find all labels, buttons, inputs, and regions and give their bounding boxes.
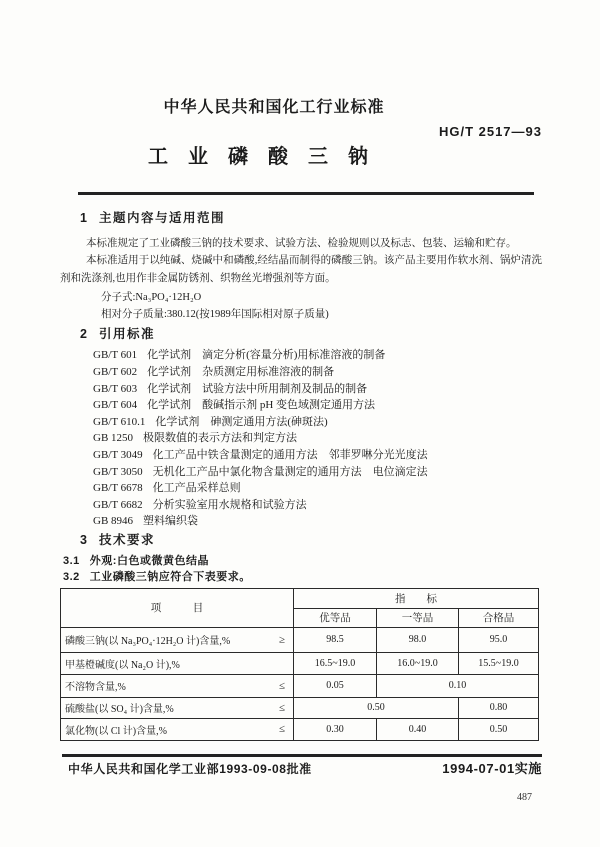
referenced-standards-list <box>93 347 542 530</box>
standard-item <box>93 513 542 530</box>
standard-item <box>93 414 542 431</box>
section-number: 1 <box>80 210 87 225</box>
standard-item-code: GB/T 3049 <box>93 448 143 461</box>
molar-mass: 相对分子质量:380.12(按1989年国际相对原子质量) <box>101 309 329 321</box>
standard-item-code: GB 8946 <box>93 515 134 528</box>
standard-org-name: 中华人民共和国化工行业标准 <box>163 99 385 116</box>
scope-paragraph-2: 本标准适用于以纯碱、烧碱中和磷酸,经结晶而制得的磷酸三钠。该产品主要用作软水剂、锅炉清洗剂和洗涤剂,也用作非金属防锈剂、织物丝光增强剂等方面。 <box>60 255 542 284</box>
section-title: 技术要求 <box>98 532 155 547</box>
value-cell: 15.5~19.0 <box>459 652 539 674</box>
footer <box>60 761 542 777</box>
standard-code: HG/T 2517—93 <box>438 124 542 139</box>
value-cell: 16.0~19.0 <box>377 652 459 674</box>
value-cell: 0.30 <box>294 718 377 740</box>
molecular-formula: 分子式:Na₃PO₄·12H₂O <box>101 291 202 303</box>
standard-item-code: GB/T 3050 <box>93 465 143 478</box>
standard-item <box>93 447 542 464</box>
doc-title: 工业磷酸三钠 <box>148 146 388 168</box>
value-cell: 0.05 <box>294 674 377 697</box>
item-label: 磷酸三钠(以 Na₃PO₄·12H₂O 计)含量,% <box>65 636 231 648</box>
standard-item-code: GB/T 601 <box>93 349 138 362</box>
clause-number: 3.1 <box>63 554 80 567</box>
standard-item <box>93 480 542 497</box>
section-scope-heading <box>80 211 542 225</box>
standard-item-name: 化学试剂 试验方法中所用制剂及制品的制备 <box>147 382 368 395</box>
clause-3-2 <box>63 569 542 586</box>
table-row <box>61 697 539 718</box>
spec-table <box>60 588 539 741</box>
standard-item-name: 化学试剂 酸碱指示剂 pH 变色域测定通用方法 <box>147 399 376 412</box>
item-column-header: 项 目 <box>61 588 294 627</box>
standard-item-code: GB/T 6678 <box>93 482 143 495</box>
standard-item <box>93 347 542 364</box>
standard-item-name: 无机化工产品中氯化物含量测定的通用方法 电位滴定法 <box>152 465 428 478</box>
standard-item <box>93 397 542 414</box>
less-equal-symbol: ≤ <box>278 679 285 692</box>
index-column-header: 指 标 <box>294 588 539 608</box>
standard-item-code: GB/T 6682 <box>93 498 143 511</box>
standard-item-name: 分析实验室用水规格和试验方法 <box>152 498 307 511</box>
section-number: 2 <box>80 327 87 342</box>
table-row <box>61 674 539 697</box>
section-refs-heading <box>80 327 542 341</box>
item-cell <box>61 627 294 652</box>
standard-item-code: GB/T 603 <box>93 382 138 395</box>
item-cell <box>61 674 294 697</box>
standard-item-name: 化学试剂 杂质测定用标准溶液的制备 <box>147 365 335 378</box>
standard-item-name: 化工产品采样总则 <box>152 482 241 495</box>
standard-item-code: GB/T 602 <box>93 365 138 378</box>
standard-item-name: 化工产品中铁含量测定的通用方法 邻菲罗啉分光光度法 <box>152 448 428 461</box>
item-label: 氯化物(以 Cl 计)含量,% <box>65 725 167 737</box>
less-equal-symbol: ≤ <box>278 701 285 714</box>
clause-text: 工业磷酸三钠应符合下表要求。 <box>89 571 251 584</box>
grade-header-qualified: 合格品 <box>459 608 539 627</box>
table-row <box>61 627 539 652</box>
clause-text: 外观:白色或微黄色结晶 <box>89 554 209 567</box>
clause-number: 3.2 <box>63 571 80 584</box>
standard-item-name: 塑料编织袋 <box>143 515 199 528</box>
standard-item <box>93 464 542 481</box>
grade-header-first: 一等品 <box>377 608 459 627</box>
value-cell: 98.0 <box>377 627 459 652</box>
page-number: 487 <box>517 791 532 803</box>
standard-item-code: GB/T 610.1 <box>93 415 146 428</box>
greater-equal-symbol: ≥ <box>278 633 285 646</box>
implementation-date: 1994-07-01实施 <box>442 760 542 776</box>
item-label: 硫酸盐(以 SO₄ 计)含量,% <box>65 704 174 716</box>
value-cell: 0.40 <box>377 718 459 740</box>
standard-item-code: GB/T 604 <box>93 399 138 412</box>
standard-item-name: 极限数值的表示方法和判定方法 <box>143 432 298 445</box>
footer-rule <box>62 754 542 757</box>
clause-3-1 <box>63 553 542 570</box>
table-header-row <box>61 588 539 608</box>
standard-item <box>93 364 542 381</box>
standard-item <box>93 430 542 447</box>
value-cell: 0.50 <box>459 718 539 740</box>
grade-header-premium: 优等品 <box>294 608 377 627</box>
approval-notice: 中华人民共和国化学工业部1993-09-08批准 <box>68 761 312 776</box>
section-number: 3 <box>80 532 87 547</box>
standard-item <box>93 381 542 398</box>
standard-item-code: GB 1250 <box>93 432 134 445</box>
section-title: 主题内容与适用范围 <box>98 210 225 225</box>
item-label: 甲基橙碱度(以 Na₂O 计),% <box>65 659 180 671</box>
value-cell: 95.0 <box>459 627 539 652</box>
value-cell-merged: 0.10 <box>377 674 539 697</box>
scope-paragraph-1: 本标准规定了工业磷酸三钠的技术要求、试验方法、检验规则以及标志、包装、运输和贮存。 <box>86 237 517 249</box>
standard-item-name: 化学试剂 砷测定通用方法(砷斑法) <box>155 415 328 428</box>
item-cell <box>61 652 294 674</box>
item-label: 不溶物含量,% <box>65 682 126 694</box>
table-row <box>61 718 539 740</box>
value-cell: 16.5~19.0 <box>294 652 377 674</box>
item-cell <box>61 697 294 718</box>
table-row <box>61 652 539 674</box>
value-cell: 0.80 <box>459 697 539 718</box>
header-rule <box>78 192 534 195</box>
standard-item-name: 化学试剂 滴定分析(容量分析)用标准溶液的制备 <box>147 349 386 362</box>
value-cell: 98.5 <box>294 627 377 652</box>
item-cell <box>61 718 294 740</box>
value-cell-merged: 0.50 <box>294 697 459 718</box>
standard-item <box>93 497 542 514</box>
less-equal-symbol: ≤ <box>278 723 285 736</box>
section-tech-heading <box>80 533 542 547</box>
section-title: 引用标准 <box>98 327 155 342</box>
